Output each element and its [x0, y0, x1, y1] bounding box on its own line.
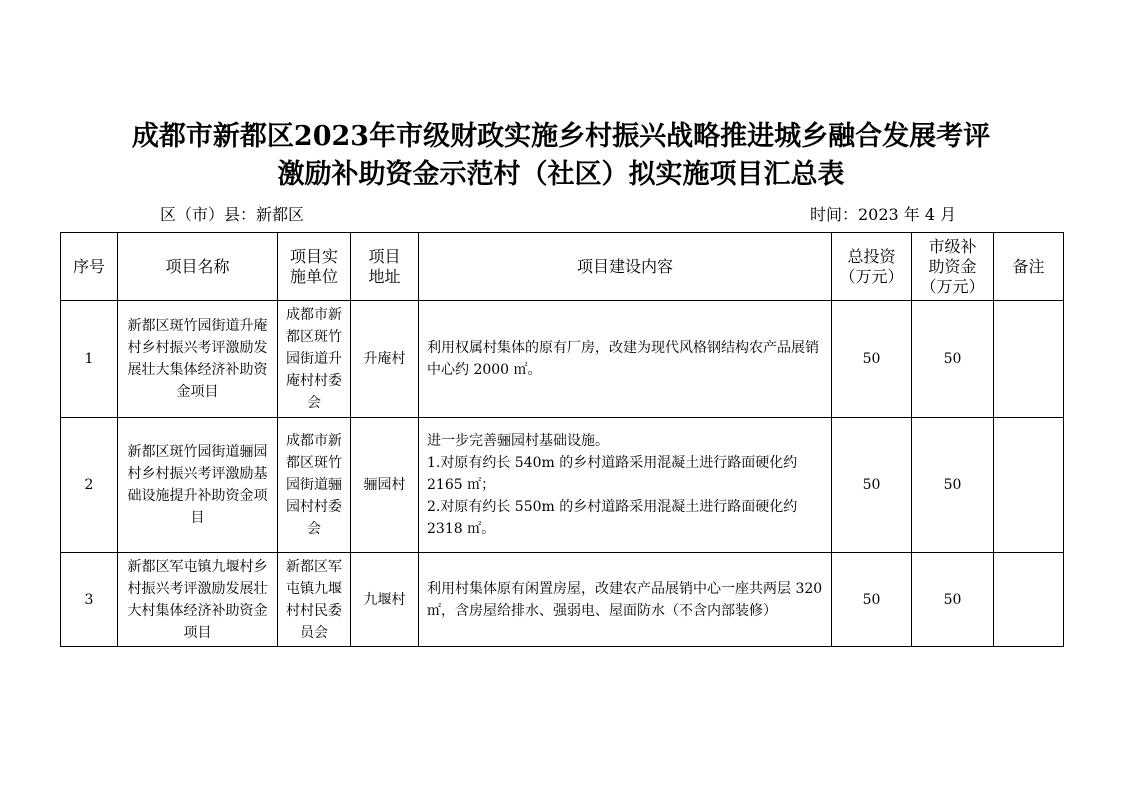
- row-project-name: 新都区斑竹园街道骊园村乡村振兴考评激励基础设施提升补助资金项目: [118, 418, 278, 553]
- header-total-line-1: 总投资: [847, 246, 896, 266]
- title-line-1: 成都市新都区2023年市级财政实施乡村振兴战略推进城乡融合发展考评: [131, 121, 991, 152]
- row-total-investment: 50: [832, 301, 912, 418]
- table-row: [61, 418, 1064, 553]
- table-row: [61, 301, 1064, 418]
- row-content-line: 利用权属村集体的原有厂房，改建为现代风格钢结构农产品展销中心约 2000 ㎡。: [427, 340, 819, 378]
- row-address: 升庵村: [351, 301, 419, 418]
- header-unit-line-1: 项目实: [289, 246, 338, 266]
- row-remark: [994, 418, 1064, 553]
- header-addr: [351, 233, 419, 301]
- row-total-investment: 50: [832, 553, 912, 647]
- table-row: [61, 553, 1064, 647]
- district-label: 区（市）县：新都区: [160, 205, 305, 224]
- row-address: 九堰村: [351, 553, 419, 647]
- header-unit: [278, 233, 351, 301]
- date-label: 时间：2023 年 4 月: [810, 205, 957, 224]
- row-seq: 3: [61, 553, 118, 647]
- row-implementing-unit: 成都市新都区斑竹园街道骊园村村委会: [278, 418, 351, 553]
- row-seq: 1: [61, 301, 118, 418]
- header-remark: 备注: [994, 233, 1064, 301]
- row-subsidy: 50: [912, 553, 994, 647]
- row-subsidy: 50: [912, 418, 994, 553]
- header-seq: 序号: [61, 233, 118, 301]
- row-remark: [994, 301, 1064, 418]
- row-seq: 2: [61, 418, 118, 553]
- header-content: 项目建设内容: [419, 233, 832, 301]
- header-subsidy: [912, 233, 994, 301]
- row-address: 骊园村: [351, 418, 419, 553]
- project-summary-table: [60, 232, 1064, 647]
- row-content: [419, 553, 832, 647]
- row-content-line: 2.对原有约长 550m 的乡村道路采用混凝土进行路面硬化约 2318 ㎡。: [427, 499, 798, 537]
- document-title: [0, 118, 1122, 194]
- row-content-line: 1.对原有约长 540m 的乡村道路采用混凝土进行路面硬化约 2165 ㎡；: [427, 455, 798, 493]
- header-total: [832, 233, 912, 301]
- row-project-name: 新都区斑竹园街道升庵村乡村振兴考评激励发展壮大集体经济补助资金项目: [118, 301, 278, 418]
- row-subsidy: 50: [912, 301, 994, 418]
- row-remark: [994, 553, 1064, 647]
- title-line-2: 激励补助资金示范村（社区）拟实施项目汇总表: [277, 159, 845, 190]
- header-total-line-2: （万元）: [839, 266, 904, 286]
- row-content-line: 利用村集体原有闲置房屋，改建农产品展销中心一座共两层 320 ㎡，含房屋给排水、强弱电、屋面防水（不含内部装修）: [427, 580, 823, 619]
- row-total-investment: 50: [832, 418, 912, 553]
- header-addr-line-2: 地址: [368, 266, 401, 286]
- header-subsidy-line-1: 市级补: [928, 236, 977, 256]
- header-subsidy-line-2: 助资金: [928, 256, 977, 276]
- row-content: [419, 301, 832, 418]
- table-header-row: [61, 233, 1064, 301]
- header-unit-line-2: 施单位: [289, 266, 338, 286]
- header-subsidy-line-3: （万元）: [920, 276, 985, 296]
- header-addr-line-1: 项目: [368, 246, 401, 266]
- row-content-line: 进一步完善骊园村基础设施。: [427, 433, 609, 449]
- row-project-name: 新都区军屯镇九堰村乡村振兴考评激励发展壮大村集体经济补助资金项目: [118, 553, 278, 647]
- header-name: 项目名称: [118, 233, 278, 301]
- row-content: [419, 418, 832, 553]
- row-implementing-unit: 成都市新都区斑竹园街道升庵村村委会: [278, 301, 351, 418]
- row-implementing-unit: 新都区军屯镇九堰村村民委员会: [278, 553, 351, 647]
